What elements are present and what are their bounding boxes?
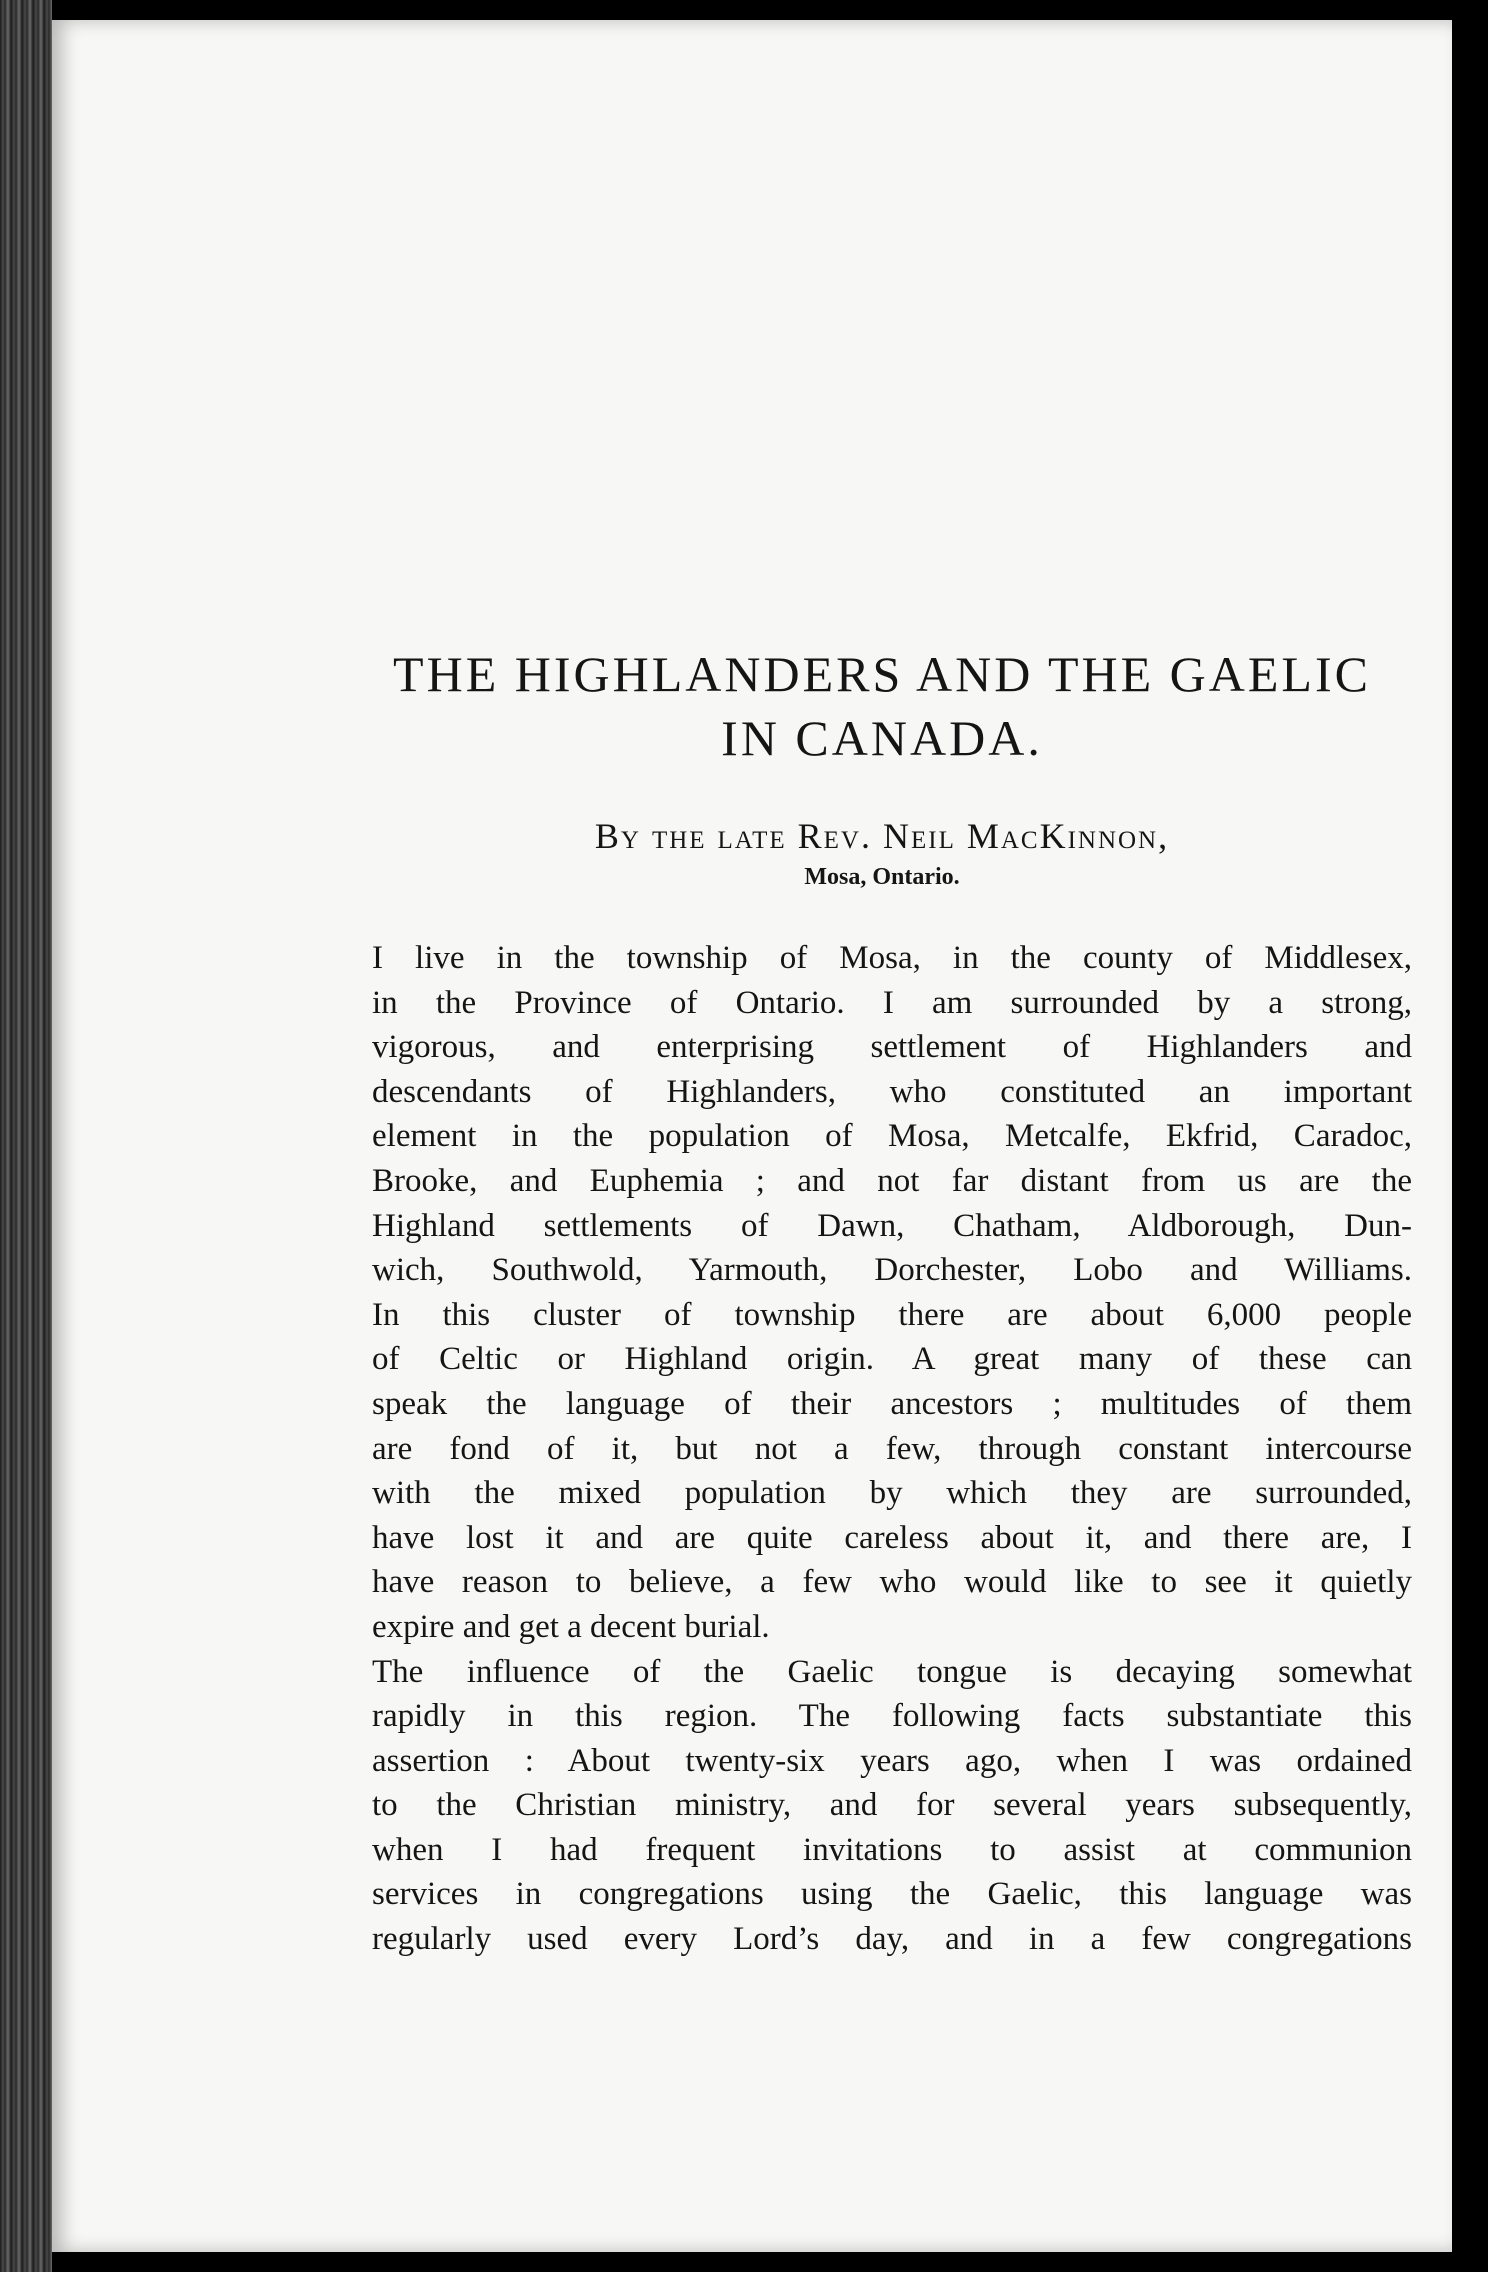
paragraph — [352, 1293, 1412, 1650]
author-byline: By the late Rev. Neil MacKinnon, — [594, 816, 1170, 856]
article-title — [352, 642, 1412, 770]
article — [352, 642, 1412, 1962]
text-line: The influence of the Gaelic tongue is decaying somewhat — [372, 1653, 1412, 1690]
text-line: descendants of Highlanders, who constituted an important — [372, 1073, 1412, 1110]
text-line: with the mixed population by which they are surrounded, — [372, 1475, 1412, 1512]
author-location: Mosa, Ontario. — [804, 864, 960, 890]
article-body — [352, 936, 1412, 1962]
text-line: assertion : About twenty-six years ago, when I was ordained — [372, 1742, 1412, 1779]
title-line: THE HIGHLANDERS AND THE GAELIC — [393, 646, 1371, 702]
text-line: Brooke, and Euphemia ; and not far distant from us are the — [372, 1162, 1412, 1199]
text-line: have lost it and are quite careless about it, and there are, I — [372, 1519, 1412, 1556]
text-line: rapidly in this region. The following facts substantiate this — [372, 1698, 1412, 1735]
title-line: IN CANADA. — [721, 710, 1043, 766]
text-line: have reason to believe, a few who would like to see it quietly — [372, 1564, 1412, 1601]
text-line: Highland settlements of Dawn, Chatham, Aldborough, Dun- — [372, 1207, 1412, 1244]
text-line: speak the language of their ancestors ; multitudes of them — [372, 1385, 1412, 1422]
text-line: wich, Southwold, Yarmouth, Dorchester, Lobo and Williams. — [372, 1252, 1412, 1289]
text-line: to the Christian ministry, and for several years subsequently, — [372, 1787, 1412, 1824]
paragraph — [352, 1650, 1412, 1962]
book-binding-edge — [0, 0, 52, 2272]
text-line: of Celtic or Highland origin. A great many of these can — [372, 1341, 1412, 1378]
text-line: expire and get a decent burial. — [372, 1608, 770, 1645]
paragraph — [352, 936, 1412, 1293]
text-line: In this cluster of township there are about 6,000 people — [372, 1296, 1412, 1333]
text-line: in the Province of Ontario. I am surrounded by a strong, — [372, 984, 1412, 1021]
text-line: regularly used every Lord’s day, and in a few congregations — [372, 1921, 1412, 1958]
text-line: are fond of it, but not a few, through constant intercourse — [372, 1430, 1412, 1467]
text-line: when I had frequent invitations to assist at communion — [372, 1831, 1412, 1868]
text-line: services in congregations using the Gaelic, this language was — [372, 1876, 1412, 1913]
text-line: vigorous, and enterprising settlement of Highlanders and — [372, 1029, 1412, 1066]
text-line: I live in the township of Mosa, in the county of Middlesex, — [372, 940, 1412, 976]
page-paper — [52, 20, 1452, 2252]
text-line: element in the population of Mosa, Metcalfe, Ekfrid, Caradoc, — [372, 1118, 1412, 1155]
